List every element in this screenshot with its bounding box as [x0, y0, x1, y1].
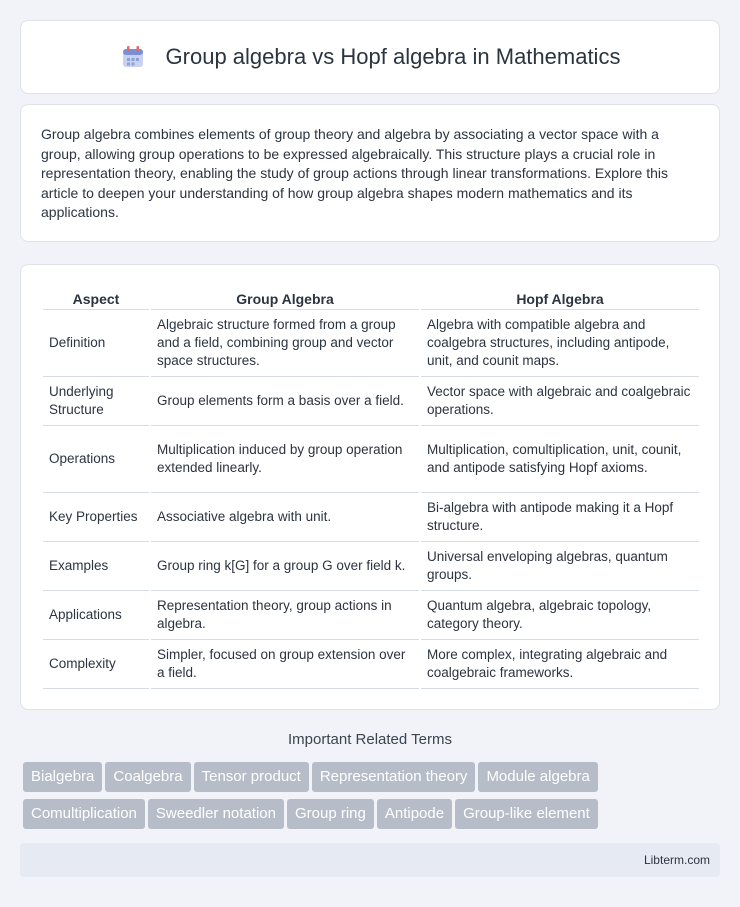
- table-header-row: [43, 285, 699, 309]
- cell-aspect: Operations: [43, 425, 150, 492]
- cell-aspect: Key Properties: [43, 492, 150, 541]
- cell-group-algebra: Representation theory, group actions in algebra.: [150, 590, 420, 639]
- term-tag[interactable]: Bialgebra: [23, 762, 102, 792]
- table-row: [43, 639, 699, 688]
- table-row: [43, 425, 699, 492]
- table-row: [43, 309, 699, 376]
- term-tag[interactable]: Module algebra: [478, 762, 597, 792]
- term-tag[interactable]: Antipode: [377, 799, 452, 829]
- page-title: Group algebra vs Hopf algebra in Mathematics: [165, 44, 621, 69]
- calendar-icon: [120, 44, 146, 70]
- comparison-table: [43, 285, 699, 689]
- table-row: [43, 376, 699, 425]
- cell-group-algebra: Associative algebra with unit.: [150, 492, 420, 541]
- header-hopf-algebra: Hopf Algebra: [420, 285, 699, 309]
- cell-aspect: Underlying Structure: [43, 376, 150, 425]
- header-aspect: Aspect: [43, 285, 150, 309]
- table-row: [43, 492, 699, 541]
- header-group-algebra: Group Algebra: [150, 285, 420, 309]
- term-tag[interactable]: Tensor product: [194, 762, 309, 792]
- table-row: [43, 590, 699, 639]
- intro-card: [20, 104, 720, 242]
- related-terms-title: Important Related Terms: [288, 731, 452, 748]
- term-tag[interactable]: Comultiplication: [23, 799, 145, 829]
- term-tag[interactable]: Group-like element: [455, 799, 598, 829]
- footer-site-link[interactable]: Libterm.com: [643, 853, 710, 867]
- cell-hopf-algebra: Multiplication, comultiplication, unit, counit, and antipode satisfying Hopf axioms.: [420, 425, 699, 492]
- related-terms-list: [23, 762, 723, 836]
- cell-hopf-algebra: Bi-algebra with antipode making it a Hopf structure.: [420, 492, 699, 541]
- term-tag[interactable]: Representation theory: [312, 762, 476, 792]
- cell-group-algebra: Group elements form a basis over a field.: [150, 376, 420, 425]
- term-tag[interactable]: Sweedler notation: [148, 799, 284, 829]
- comparison-table-card: [20, 264, 720, 710]
- cell-hopf-algebra: More complex, integrating algebraic and coalgebraic frameworks.: [420, 639, 699, 688]
- cell-aspect: Definition: [43, 309, 150, 376]
- cell-hopf-algebra: Vector space with algebraic and coalgebraic operations.: [420, 376, 699, 425]
- intro-text: Group algebra combines elements of group theory and algebra by associating a vector space with a group, allowing group operations to be expressed algebraically. This structure plays a crucial role in representation theory, enabling the study of group actions through linear transformations. Explore this article to deepen your understanding of how group algebra shapes modern mathematics and its applications.: [41, 126, 668, 220]
- cell-group-algebra: Multiplication induced by group operation extended linearly.: [150, 425, 420, 492]
- cell-group-algebra: Group ring k[G] for a group G over field k.: [150, 541, 420, 590]
- cell-group-algebra: Simpler, focused on group extension over a field.: [150, 639, 420, 688]
- cell-group-algebra: Algebraic structure formed from a group and a field, combining group and vector space structures.: [150, 309, 420, 376]
- footer: [20, 843, 720, 877]
- cell-aspect: Applications: [43, 590, 150, 639]
- cell-hopf-algebra: Algebra with compatible algebra and coalgebra structures, including antipode, unit, and counit maps.: [420, 309, 699, 376]
- term-tag[interactable]: Coalgebra: [105, 762, 190, 792]
- cell-hopf-algebra: Quantum algebra, algebraic topology, category theory.: [420, 590, 699, 639]
- cell-aspect: Examples: [43, 541, 150, 590]
- header-card: [20, 20, 720, 94]
- cell-aspect: Complexity: [43, 639, 150, 688]
- table-row: [43, 541, 699, 590]
- term-tag[interactable]: Group ring: [287, 799, 374, 829]
- cell-hopf-algebra: Universal enveloping algebras, quantum groups.: [420, 541, 699, 590]
